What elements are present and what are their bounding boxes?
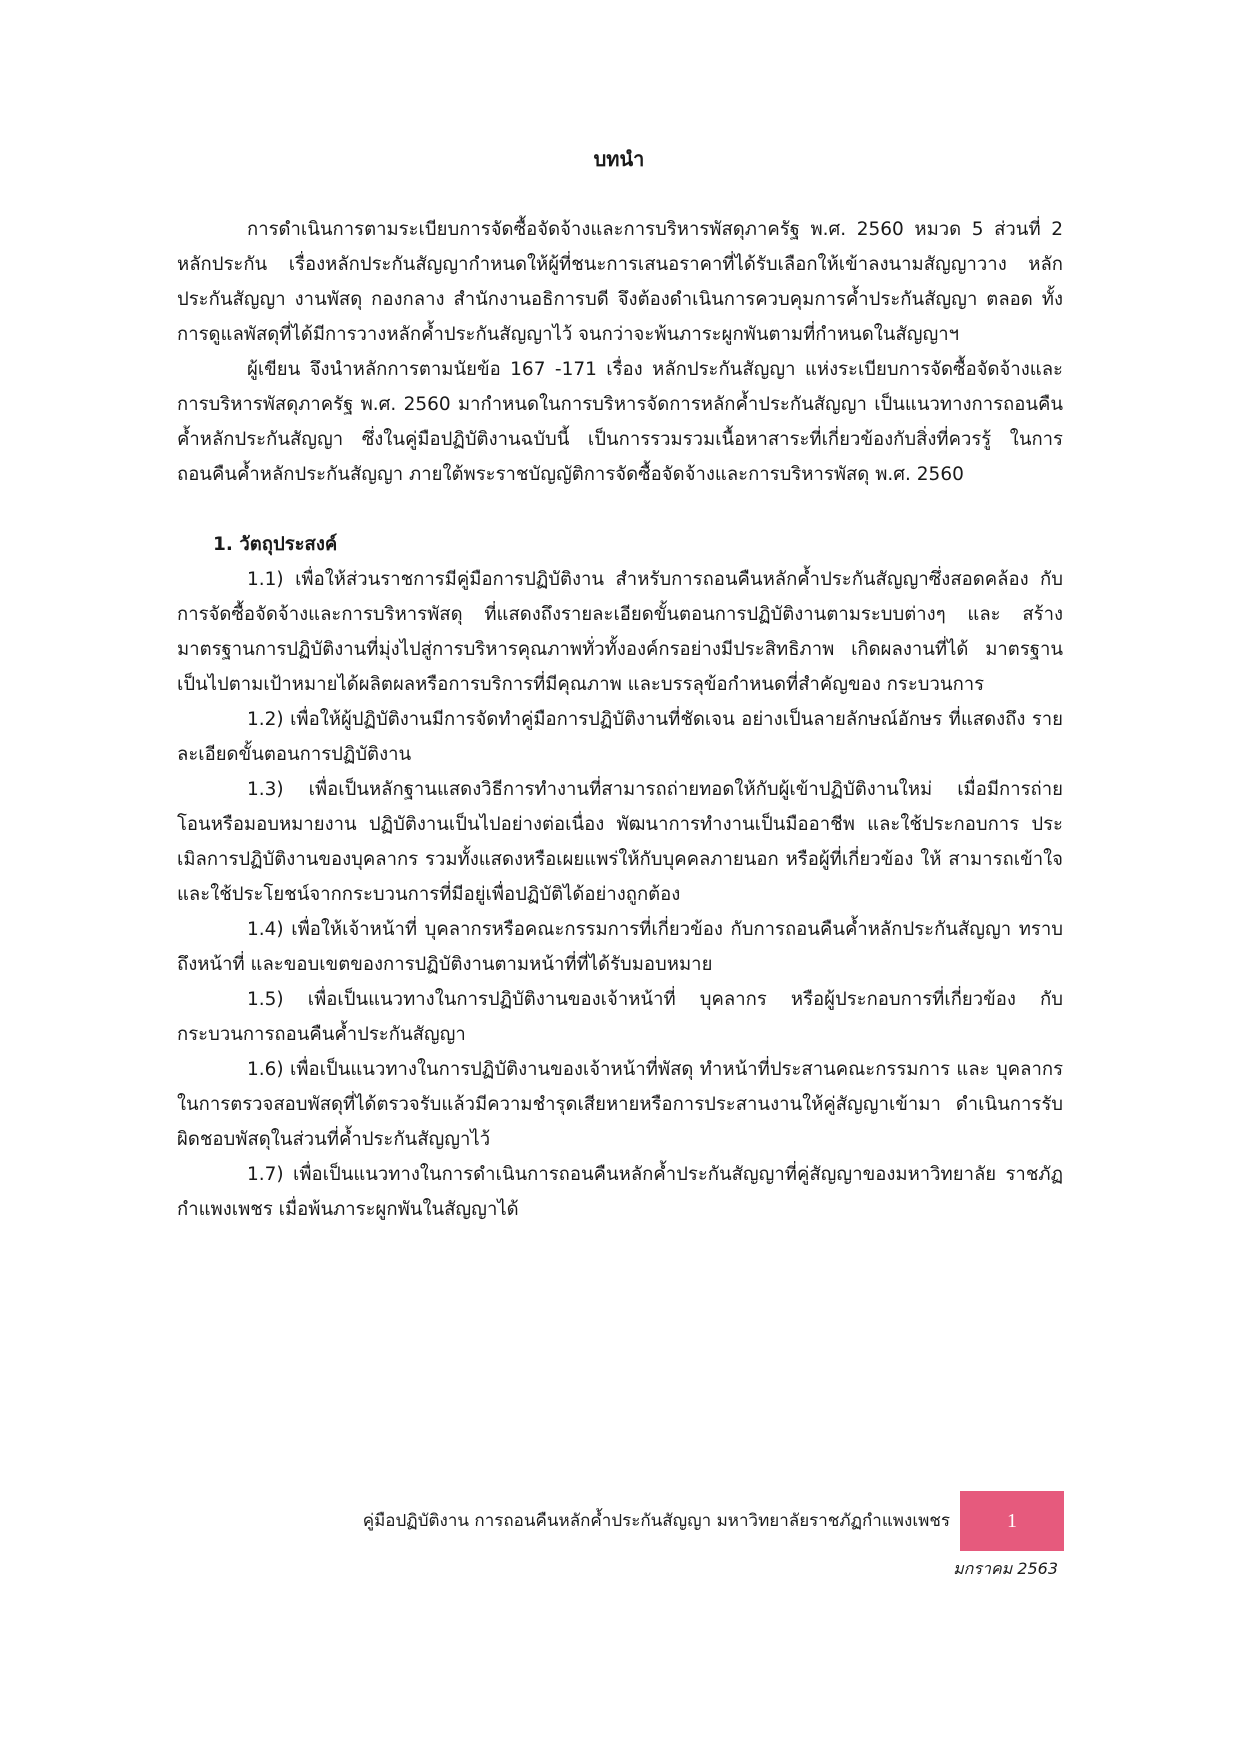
footer-date: มกราคม 2563 (953, 1559, 1058, 1578)
objective-item: 1.4) เพื่อให้เจ้าหน้าที่ บุคลากรหรือคณะกรรมการที่เกี่ยวข้อง กับการถอนคืนค้ำหลักประกันสัญญา ทราบถึงหน้าที่ และขอบเขตของการปฏิบัติงานตามหน้าที่ที่ได้รับมอบหมาย (177, 919, 1063, 975)
footer-title: คู่มือปฏิบัติงาน การถอนคืนหลักค้ำประกันสัญญา มหาวิทยาลัยราชภัฏกำแพงเพชร (362, 1511, 950, 1531)
page-title: บทนำ (593, 147, 645, 171)
page-number: 1 (1007, 1509, 1017, 1532)
section-heading-objectives: 1. วัตถุประสงค์ (213, 534, 338, 555)
objective-item: 1.5) เพื่อเป็นแนวทางในการปฏิบัติงานของเจ้าหน้าที่ บุคลากร หรือผู้ประกอบการที่เกี่ยวข้อง กับ กระบวนการถอนคืนค้ำประกันสัญญา (177, 989, 1063, 1045)
objective-item: 1.2) เพื่อให้ผู้ปฏิบัติงานมีการจัดทำคู่มือการปฏิบัติงานที่ชัดเจน อย่างเป็นลายลักษณ์อักษร ที่แสดงถึง รายละเอียดขั้นตอนการปฏิบัติงาน (177, 709, 1063, 765)
page-number-badge (960, 1491, 1064, 1551)
objective-item: 1.3) เพื่อเป็นหลักฐานแสดงวิธีการทำงานที่สามารถถ่ายทอดให้กับผู้เข้าปฏิบัติงานใหม่ เมื่อมีการถ่าย โอนหรือมอบหมายงาน ปฏิบัติงานเป็นไปอย่างต่อเนื่อง พัฒนาการทำงานเป็นมืออาชีพ และใช้ประกอบการ ประเมิลการปฏิบัติงานของบุคลากร รวมทั้งแสดงหรือเผยแพร่ให้กับบุคคลภายนอก หรือผู้ที่เกี่ยวข้อง ให้ สามารถเข้าใจและใช้ประโยชน์จากกระบวนการที่มีอยู่เพื่อปฏิบัติได้อย่างถูกต้อง (177, 779, 1063, 905)
intro-paragraph-2: ผู้เขียน จึงนำหลักการตามนัยข้อ 167 -171 เรื่อง หลักประกันสัญญา แห่งระเบียบการจัดซื้อจัดจ้างและ การบริหารพัสดุภาครัฐ พ.ศ. 2560 มากำหนดในการบริหารจัดการหลักค้ำประกันสัญญา เป็นแนวทางการถอนคืน ค้ำหลักประกันสัญญา ซึ่งในคู่มือปฏิบัติงานฉบับนี้ เป็นการรวมรวมเนื้อหาสาระที่เกี่ยวข้องกับสิ่งที่ควรรู้ ในการ ถอนคืนค้ำหลักประกันสัญญา ภายใต้พระราชบัญญัติการจัดซื้อจัดจ้างและการบริหารพัสดุ พ.ศ. 2560 (177, 359, 1063, 485)
objective-item: 1.7) เพื่อเป็นแนวทางในการดำเนินการถอนคืนหลักค้ำประกันสัญญาที่คู่สัญญาของมหาวิทยาลัย ราชภัฏกำแพงเพชร เมื่อพ้นภาระผูกพันในสัญญาได้ (177, 1164, 1063, 1220)
objective-item: 1.6) เพื่อเป็นแนวทางในการปฏิบัติงานของเจ้าหน้าที่พัสดุ ทำหน้าที่ประสานคณะกรรมการ และ บุคลากร ในการตรวจสอบพัสดุที่ได้ตรวจรับแล้วมีความชำรุดเสียหายหรือการประสานงานให้คู่สัญญาเข้ามา ดำเนินการรับผิดชอบพัสดุในส่วนที่ค้ำประกันสัญญาไว้ (177, 1059, 1063, 1150)
objective-item: 1.1) เพื่อให้ส่วนราชการมีคู่มือการปฏิบัติงาน สำหรับการถอนคืนหลักค้ำประกันสัญญาซึ่งสอดคล้อง กับการจัดซื้อจัดจ้างและการบริหารพัสดุ ที่แสดงถึงรายละเอียดขั้นตอนการปฏิบัติงานตามระบบต่างๆ และ สร้างมาตรฐานการปฏิบัติงานที่มุ่งไปสู่การบริหารคุณภาพทั่วทั้งองค์กรอย่างมีประสิทธิภาพ เกิดผลงานที่ได้ มาตรฐานเป็นไปตามเป้าหมายได้ผลิตผลหรือการบริการที่มีคุณภาพ และบรรลุข้อกำหนดที่สำคัญของ กระบวนการ (177, 569, 1063, 695)
intro-paragraph-1: การดำเนินการตามระเบียบการจัดซื้อจัดจ้างและการบริหารพัสดุภาครัฐ พ.ศ. 2560 หมวด 5 ส่วนที่ 2 หลักประกัน เรื่องหลักประกันสัญญากำหนดให้ผู้ที่ชนะการเสนอราคาที่ได้รับเลือกให้เข้าลงนามสัญญาวาง หลักประกันสัญญา งานพัสดุ กองกลาง สำนักงานอธิการบดี จึงต้องดำเนินการควบคุมการค้ำประกันสัญญา ตลอด ทั้งการดูแลพัสดุที่ได้มีการวางหลักค้ำประกันสัญญาไว้ จนกว่าจะพ้นภาระผูกพันตามที่กำหนดในสัญญาฯ (177, 219, 1063, 345)
document-body (177, 212, 1063, 1227)
